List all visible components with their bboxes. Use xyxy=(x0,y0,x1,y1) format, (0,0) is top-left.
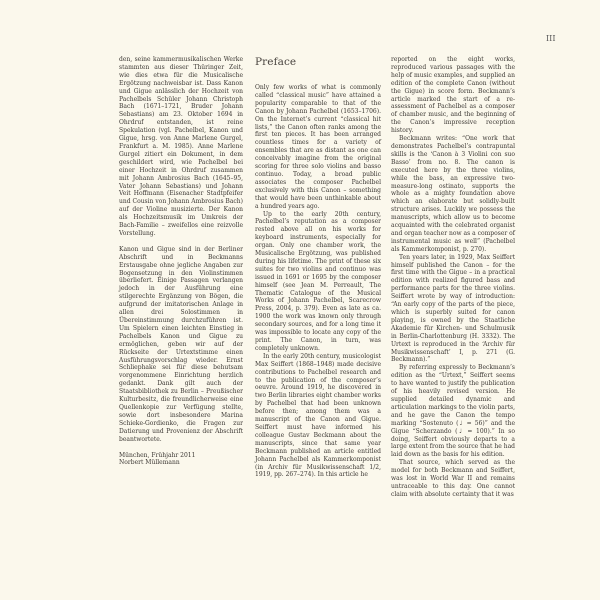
section-heading: Preface xyxy=(255,56,297,68)
paragraph: Ten years later, in 1929, Max Seiffert himself published the Canon – for the first time with the Gigue – in a practical edition with realized figured bass and performance parts for the three violins. Seiffert wrote by way of introduction: “An early copy of the parts of the piece, which is superbly suited for canon playing, is owned by the Staatliche Akademie für Kirchen- und Schulmusik in Berlin-Charlottenburg (H. 3332). The Urtext is reproduced in the ‘Archiv für Musikwissenschaft’ I, p. 271 (G. Beckmann).” xyxy=(391,253,515,364)
preface-column-continued xyxy=(391,56,515,499)
paragraph: That source, which served as the model for both Beckmann and Seiffert, was lost in World War II and remains untraceable to this day. One cannot claim with absolute certainty that it was xyxy=(391,459,515,498)
german-text-column xyxy=(119,56,243,467)
paragraph: Only few works of what is commonly called “classical music” have attained a popularity comparable to that of the Canon by Johann Pachelbel (1653–1706). On the Internet’s current “classical hit lists,” the Canon often ranks among the first ten pieces. It has been arranged countless times for a variety of ensembles that are as distant as one can conceivably imagine from the original scoring for three solo violins and basso continuo. Today, a broad public associates the composer Pachelbel exclusively with this Canon – something that would have been unthinkable about a hundred years ago. xyxy=(255,84,381,210)
paragraph: den, seine kammermusikalischen Werke stammten aus dieser Thüringer Zeit, wie dies etwa für die Musicalische Ergötzung nachweisbar ist. Dass Kanon und Gigue anlässlich der Hochzeit von Pachelbels Schüler Johann Christoph Bach (1671–1721, Bruder Johann Sebastians) am 23. Oktober 1694 in Ohrdruf entstanden, ist reine Spekulation (vgl. Pachelbel, Kanon und Gigue, hrsg. von Anne Marlene Gurgel, Frankfurt a. M. 1985). Anne Marlene Gurgel zitiert ein Dokument, in dem geschildert wird, wie Pachelbel bei einer Hochzeit in Ohrdruf zusammen mit Johann Ambrosius Bach (1645–95, Vater Johann Sebastians) und Johann Veit Hoffmann (Eisenacher Stadtpfeifer und Cousin von Johann Ambrosius Bach) auf der Violine musizierte. Der Kanon als Hochzeitsmusik im Umkreis der Bach-Familie – zweifellos eine reizvolle Vorstellung. xyxy=(119,56,243,237)
preface-column xyxy=(255,56,381,479)
author-signature: Norbert Müllemann xyxy=(119,459,180,467)
paragraph: In the early 20th century, musicologist Max Seiffert (1868–1948) made decisive contributions to Pachelbel research and to the publication of the composer’s oeuvre. Around 1919, he discovered in two Berlin libraries eight chamber works by Pachelbel that had been unknown before then; among them was a manuscript of the Canon and Gigue. Seiffert must have informed his colleague Gustav Beckmann about the manuscripts, since that same year Beckmann published an article entitled Johann Pachelbel als Kammerkomponist (in Archiv für Musikwissenschaft 1/2, 1919, pp. 267–274). In this article he xyxy=(255,352,381,479)
paragraph: By referring expressly to Beckmann’s edition as the “Urtext,” Seiffert seems to have wanted to justify the publication of his heavily revised version. He supplied detailed dynamic and articulation markings to the violin parts, and he gave the Canon the tempo marking “Sostenuto (♩ = 56)” and the Gigue “Scherzando (♩ = 100).” In so doing, Seiffert obviously departs to a large extent from the source that he had laid down as the basis for his edition. xyxy=(391,364,515,459)
paragraph: Up to the early 20th century, Pachelbel’s reputation as a composer rested above all on his works for keyboard instruments, especially for organ. Only one chamber work, the Musicalische Ergötzung, was published during his lifetime. The print of these six suites for two violins and continuo was issued in 1691 or 1695 by the composer himself (see Jean M. Perreault, The Thematic Catalogue of the Musical Works of Johann Pachelbel, Scarecrow Press, 2004, p. 379). Even as late as ca. 1900 the work was known only through secondary sources, and for a long time it was impossible to locate any copy of the print. The Canon, in turn, was completely unknown. xyxy=(255,210,381,352)
paragraph: reported on the eight works, reproduced various passages with the help of music examples, and supplied an edition of the complete Canon (without the Gigue) in score form. Beckmann’s article marked the start of a re-assessment of Pachelbel as a composer of chamber music, and the beginning of the Canon’s impressive reception history. xyxy=(391,56,515,135)
page-number: III xyxy=(546,34,556,43)
place-date: München, Frühjahr 2011 xyxy=(119,451,196,459)
paragraph: Kanon und Gigue sind in der Berliner Abschrift und in Beckmanns Erstausgabe ohne jegliche Angaben zur Bogensetzung in den Violinstimmen überliefert. Einige Passagen verlangen jedoch in der Ausführung eine stilgerechte Ergänzung von Bögen, die aufgrund der imitatorischen Anlage in allen drei Solostimmen in Übereinstimmung durchzuführen ist. Um Spielern einen leichten Einstieg in Pachelbels Kanon und Gigue zu ermöglichen, geben wir auf der Rückseite der Urtextstimme einen Ausführungsvorschlag wieder. Ernst Schliephake sei für diese behutsam vorgenommene Einrichtung herzlich gedankt. Dank gilt auch der Staatsbibliothek zu Berlin – Preußischer Kulturbesitz, die freundlicherweise eine Quellenkopie zur Verfügung stellte, sowie dort insbesondere Marina Schieke-Gordienko, die Fragen zur Datierung und Provenienz der Abschrift beantwortete. xyxy=(119,245,243,443)
paragraph: Beckmann writes: “One work that demonstrates Pachelbel’s contrapuntal skills is the ‘Canon à 3 Violini con suo Basso’ from no. 8. The canon is executed here by the three violins, while the bass, an expressive two-measure-long ostinato, supports the whole as a mighty foundation above which an elaborate but solidly-built structure arises. Luckily we possess the manuscripts, which allow us to become acquainted with the celebrated organist and organ teacher now as a composer of instrumental music as well” (Pachelbel als Kammerkomponist, p. 270). xyxy=(391,135,515,253)
